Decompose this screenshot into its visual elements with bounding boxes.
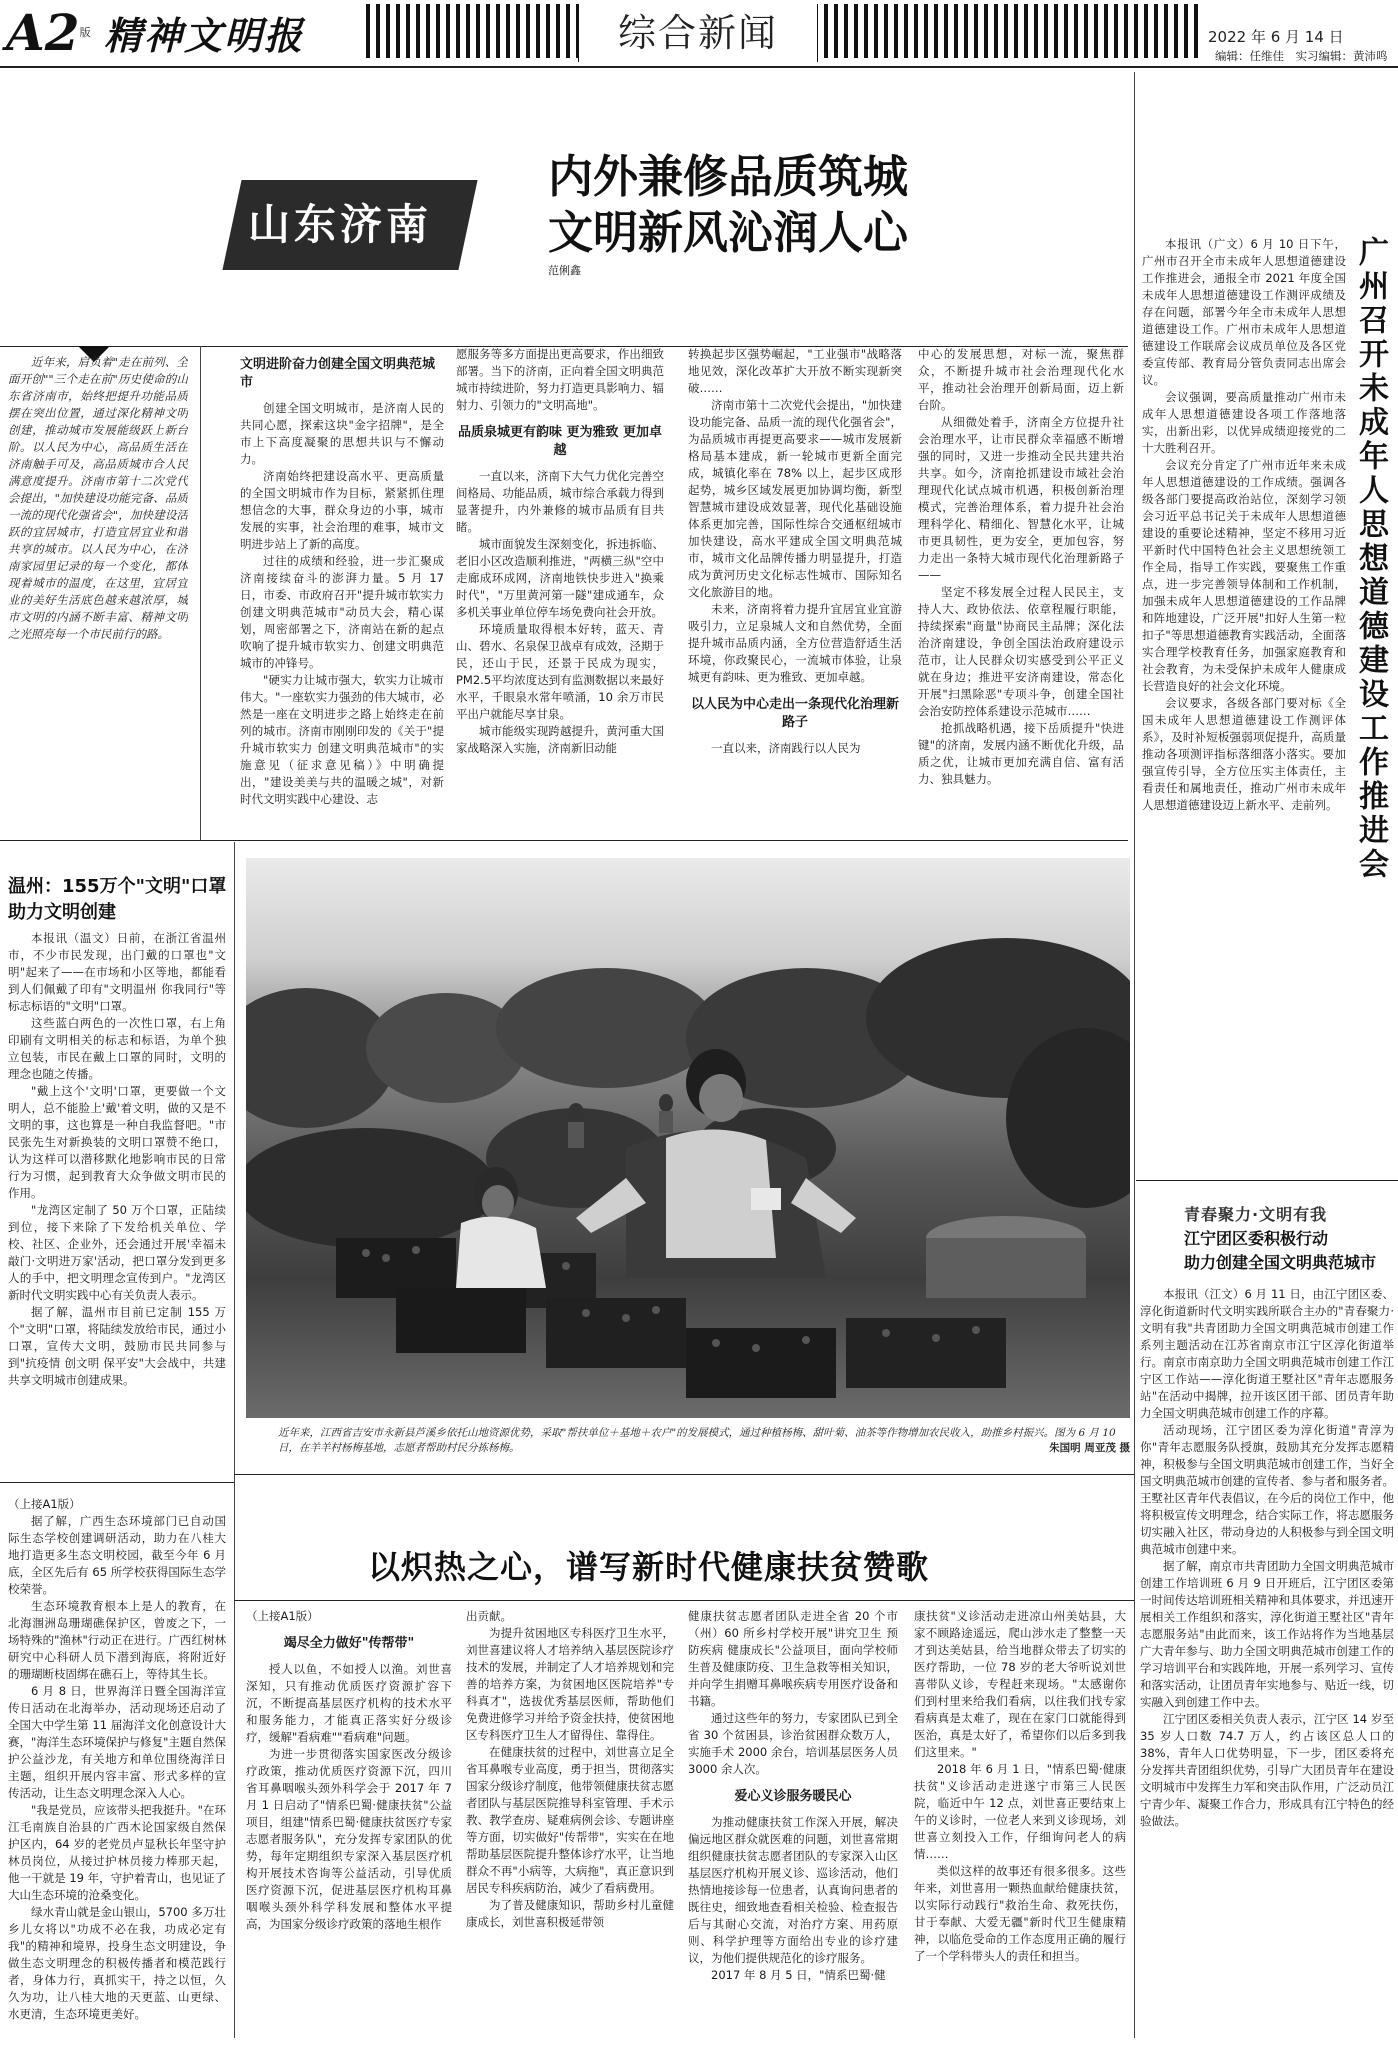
guangzhou-title: 广州召开未成年人思想道德建设工作推进会: [1353, 236, 1388, 882]
health-title: 以炽热之心，谱写新时代健康扶贫赞歌: [368, 1548, 930, 1586]
lead-col3-p4: 一直以来，济南践行以人民为: [711, 741, 861, 755]
header-rule: [0, 66, 1398, 68]
lead-col1-p3: 过往的成绩和经验，进一步汇聚成济南接续奋斗的澎湃力量。5 月 17 日，市委、市政府召开"提升城市软实力 创建文明典范城市"动员大会，精心谋划，周密部署之下，济南站在新的起点吹响了提升城市软实力、创建文明典范城市的冲锋号。: [240, 554, 444, 670]
jiangning-title-line2: 助力创建全国文明典范城市: [1184, 1253, 1377, 1272]
guangzhou-article: [1142, 236, 1346, 1106]
health-title-rule: [234, 1600, 1134, 1601]
guangzhou-p2: 会议强调，要高质量推动广州市未成年人思想道德建设各项工作落地落实，出新出彩，以优异成绩迎接党的二十大胜利召开。: [1142, 390, 1346, 455]
health-col-4: [914, 1608, 1126, 2038]
lead-col-2: [456, 346, 664, 826]
photo-bottom-rule: [234, 1474, 1134, 1475]
wenzhou-p2: 这些蓝白两色的一次性口罩，右上角印刷有文明相关的标志和标语，为单个独立包装，市民在戴上口罩的同时，文明的理念也随之传播。: [8, 1016, 226, 1081]
health-col4-p1: 康扶贫"义诊活动走进凉山州美姑县，大家不顾路途遥远，爬山涉水走了整整一天才到达美姑县，给当地群众带去了切实的医疗帮助，一位 78 岁的老大爷听说刘世喜带队义诊，专程赶来现场。"太感谢你们到村里来给我们看病，以往我们找专家看病真是太难了，现在在家门口就能得到医治，真是太好了，希望你们以后多到我们这里来。": [914, 1609, 1126, 1759]
ecology-continued: （上接A1版）: [8, 1497, 81, 1511]
left-column-divider: [234, 842, 235, 2038]
lead-col4-p2: 从细微处着手，济南全方位提升社会治理水平，让市民群众幸福感不断增强的同时，又进一步推动全民共建共治共享。如今，济南抢抓建设市域社会治理现代化试点城市机遇，积极创新治理模式，完善治理体系，着力提升社会治理科学化、精细化、智慧化水平，让城市更具韧性，更为安全，更加包容，努力走出一条特大城市现代化治理新路子——: [918, 415, 1124, 582]
ecology-p3: 6 月 8 日，世界海洋日暨全国海洋宣传日活动在北海举办，活动现场还启动了全国大中学生第 11 届海洋文化创意设计大赛，"海洋生态环境保护与修复"主题自然保护公益沙龙，有关地方和单位围绕海洋日主题，组织开展内容丰富、形式多样的宣传活动，让生态文明理念深入人心。: [8, 1684, 226, 1800]
ecology-article: [8, 1496, 226, 2041]
masthead-stripes-right: [818, 4, 1202, 58]
lead-col2-p1: 一直以来，济南下大气力优化完善空间格局、功能品质，城市综合承载力得到显著提升，内外兼修的城市品质有目共睹。: [456, 469, 664, 534]
guangzhou-p4: 会议要求，各级各部门要对标《全国未成年人思想道德建设工作测评体系》，及时补短板强弱项促提升，高质量推动各项测评指标落细落小落实。要加强宣传引导，全方位压实主体责任，主看责任和属地责任，推动广州市未成年人思想道德建设迈上新水平、走前列。: [1142, 696, 1346, 812]
news-photo: [246, 858, 1130, 1418]
jiangning-p4: 江宁团区委相关负责人表示，江宁区 14 岁至 35 岁人口数 74.7 万人，约占该区总人口的 38%，青年人口优势明显，下一步，团区委将充分发挥共青团组织优势，引导广大团员青年在建设文明城市中发挥生力军和突击队作用，广泛动员江宁青少年、凝聚工作合力，形成具有江宁特色的经验做法。: [1140, 1712, 1394, 1828]
ecology-p1: 据了解，广西生态环境部门已自动国际生态学校创建调研活动，助力在八桂大地打造更多生态文明校园，截至今年 6 月底，全区先后有 65 所学校获得国际生态学校荣誉。: [8, 1514, 226, 1596]
editor-credits: 编辑：任维佳 实习编辑：黄沛鸣: [1215, 49, 1388, 63]
health-col-2: [466, 1608, 674, 2038]
health-continued: （上接A1版）: [246, 1609, 319, 1623]
masthead-stripes: [360, 4, 578, 58]
section-box: [578, 4, 818, 62]
lead-col-1: [240, 356, 444, 826]
lead-col3-p2: 济南市第十二次党代会提出，"加快建设功能完备、品质一流的现代化强省会"，为品质城市再提更高要求——城市发展新格局基本建成，新一轮城市更新全面完成，城镇化率在 78% 以上，起步区成形起势，城乡区域发展更加协调均衡，新型智慧城市建设成效显著，现代化基础设施体系更加完善，国际性综合交通枢纽城市加快建设，高水平建成全国文明典范城市，城市文化品牌传播力明显提升，打造成为黄河历史文化标志性城市、国际知名文化旅游目的地。: [688, 398, 902, 599]
ecology-p4: "我是党员，应该带头把我挺升。"在环江毛南族自治县的广西木论国家级自然保护区内，64 岁的老党员卢显秋长年坚守护林员岗位，从接过护林员接力棒那天起，他一干就是 19 年，守护着青山，也见证了大山生态环境的沧桑变化。: [8, 1803, 226, 1902]
wenzhou-title-line2: 助力文明创建: [8, 902, 116, 923]
lead-title-line1: 内外兼修品质筑城: [548, 150, 909, 203]
health-col2-p1: 出贡献。: [466, 1609, 512, 1623]
lead-intro-text: 近年来，肩负着"走在前列、全面开创""三个走在前"历史使命的山东省济南市，始终把提升功能品质摆在突出位置，通过深化精神文明创建，推动城市发展能级跃上新台阶。以人民为中心，高品质生活在济南触手可及，高品质城市合人民满意度提升。济南市第十二次党代会提出，"加快建设功能完备、品质一流的现代化强省会"，加快建设活跃的宜居城市，打造宜居宜业和谐共享的城市。以人民为中心，在济南家园里记录的每一个变化，都体现着城市的温度，在这里，宜居宜业的美好生活底色越来越浓厚，城市文明的内涵不断丰富、精神文明之光照亮每一个市民前行的路。: [8, 355, 188, 641]
wenzhou-p4: "龙湾区定制了 50 万个口罩，正陆续到位，接下来除了下发给机关单位、学校、社区、企业外，还会通过开展'幸福未敲门·文明进万家'活动，把口罩分发到更多人的手中，把文明理念宣传到户。"龙湾区新时代文明实践中心有关负责人表示。: [8, 1203, 226, 1302]
masthead-paper-name: 精神文明报: [104, 13, 305, 58]
wenzhou-p1: 本报讯（温文）日前，在浙江省温州市，不少市民发现，出门戴的口罩也"文明"起来了——在市场和小区等地，都能看到人们佩戴了印有"文明温州 你我同行"等标志标语的"文明"口罩。: [8, 931, 226, 1013]
photo-credit: 朱国明 周亚茂 摄: [1049, 1442, 1130, 1454]
jiangning-p2: 活动现场，江宁团区委为淳化街道"青淳为你"青年志愿服务队授旗，鼓励其充分发挥志愿精神，积极参与全国文明典范城市创建工作，当好全国文明典范城市创建的宣传者、参与者和服务者。王墅社区青年代表倡议，在今后的岗位工作中，他将积极宣传文明理念，结合实际工作，将志愿服务切实融入社区，带动身边的人积极参与到全国文明典范城市创建中来。: [1140, 1423, 1394, 1556]
wenzhou-p5: 据了解，温州市目前已定制 155 万个"文明"口罩，将陆续发放给市民，通过小口罩，宣传大文明，鼓励市民共同参与到"抗疫情 创文明 保平安"大会战中，共建共享文明城市创建成果。: [8, 1305, 226, 1387]
page-number: A2版: [6, 3, 91, 62]
guangzhou-p3: 会议充分肯定了广州市近年来未成年人思想道德建设的工作成绩。强调各级各部门要提高政治站位，深刻学习领会习近平总书记关于未成年人思想道德建设的重要论述精神，坚定不移用习近平新时代中国特色社会主义思想统领工作全局，指导工作实践，要聚焦工作重点，进一步完善领导体制和工作机制，加强未成年人思想道德建设的工作品牌和阵地建设，广泛开展"扣好人生第一粒扣子"等思想道德教育实践活动，全面落实合理学校教育任务，加强家庭教育和社会教育，为未受保护未成年人健康成长营造良好的社会文化环境。: [1142, 458, 1346, 693]
health-col3-p4: 2017 年 8 月 5 日，"情系巴蜀·健: [711, 1968, 886, 1982]
lead-col-4: [918, 346, 1124, 826]
lead-title-line2: 文明新风沁润人心: [548, 206, 909, 259]
lead-col3-p1: 转换起步区强势崛起，"工业强市"战略落地见效，深化改革扩大开放不断实现新突破……: [688, 347, 902, 395]
health-col1-p1: 授人以鱼，不如授人以渔。刘世喜深知，只有推动优质医疗资源扩容下沉，不断提高基层医疗机构的技术水平和服务能力，才能真正落实好分级诊疗，缓解"看病难""看病难"问题。: [246, 1662, 452, 1744]
lead-location-tag: 山东济南: [248, 200, 433, 249]
ecology-p2: 生态环境教育根本上是人的教育，在北海涠洲岛珊瑚礁保护区，曾废之下，一场特殊的"渔林"行动正在进行。广西红树林研究中心科研人员下潜到海底，将附近好的珊瑚断枝固绑在礁石上，等待其生长。: [8, 1599, 226, 1681]
health-col-3: [688, 1608, 898, 2038]
photo-caption-text: 近年来，江西省吉安市永新县芦溪乡依托山地资源优势，采取"帮扶单位＋基地＋农户"的发展模式，通过种植杨梅、甜叶菊、油茶等作物增加农民收入，助推乡村振兴。图为 6 月 10 日，在羊羊村杨梅基地，志愿者帮助村民分拣杨梅。: [278, 1427, 1116, 1454]
page-header: [0, 0, 1398, 70]
jiangning-p3: 据了解，南京市共青团助力全国文明典范城市创建工作培训班 6 月 9 日开班后，江宁团区委第一时间传达培训班相关精神和具体要求，并迅速开展相关工作组织和落实，淳化街道王墅社区"青年志愿服务站"由此而来，该工作站将作为当地基层广大青年参与、助力全国文明典范城市创建工作的学习培训平台和实践阵地，开展一系列学习、宣传和落实活动，让团员青年实地参与、贴近一线，切实融入到创建工作中去。: [1140, 1559, 1394, 1709]
lead-subhead-1: 文明进阶奋力创建全国文明典范城市: [240, 357, 436, 390]
health-col4-p3: 类似这样的故事还有很多很多。这些年来，刘世喜用一颗热血献给健康扶贫，以实际行动践行"救治生命、救死扶伤，甘于奉献、大爱无疆"新时代卫生健康精神，以临危受命的工作态度用正确的履行了一个学科带头人的责任和担当。: [914, 1864, 1126, 1963]
lead-col2-p3: 环境质量取得根本好转，蓝天、青山、碧水、名泉保卫战卓有成效，泾期于民，还山于民，还景于民成为现实，PM2.5平均浓度达到有监测数据以来最好水平，千眼泉水常年喷涌，10 余万市民平出户就能尽享甘泉。: [456, 622, 664, 721]
lead-col2-p4: 城市能级实现跨越提升，黄河重大国家战略深入实施，济南新旧动能: [456, 724, 664, 755]
lead-col-3: [688, 346, 902, 826]
jiangning-article: [1140, 1286, 1394, 2038]
wenzhou-article: [8, 930, 226, 1470]
intro-divider: [200, 346, 201, 840]
lead-intro: [8, 354, 188, 704]
health-subhead-2: 爱心义诊服务暖民心: [734, 1789, 852, 1804]
health-subhead-1: 竭尽全力做好"传帮带": [283, 1636, 415, 1651]
photo-caption: [278, 1426, 1130, 1456]
health-col2-p2: 为提升贫困地区专科医疗卫生水平，刘世喜建议将人才培养纳入基层医院诊疗技术的发展，并制定了人才培养规划和完善的培养方案，为贫困地区医院培养"专科真才"，选拔优秀基层医师，帮助他们免费进修学习并给予资金扶持，使贫困地区专科医疗卫生人才留得住、靠得住。: [466, 1626, 674, 1742]
jiangning-title-line1: 江宁团区委积极行动: [1184, 1229, 1329, 1248]
wenzhou-p3: "戴上这个'文明'口罩，更要做一个文明人，总不能脸上'戴'着文明，做的又是不文明的事，这也算是一种自我监督吧。"市民张先生对新换装的文明口罩赞不绝口，认为这样可以潜移默化地影响市民的日常行为习惯，起到教育大众争做文明市民的作用。: [8, 1084, 226, 1200]
ecology-p5: 绿水青山就是金山银山，5700 多万壮乡儿女将以"功成不必在我，功成必定有我"的精神和境界，投身生态文明建设，争做生态文明理念的积极传播者和模范践行者，身体力行，真抓实干，持之以恒，久久为功，让八桂大地的天更蓝、山更绿、水更清，生态环境更美好。: [8, 1905, 226, 2021]
guangzhou-p1: 本报讯（广文）6 月 10 日下午，广州市召开全市未成年人思想道德建设工作推进会，通报全市 2021 年度全国未成年人思想道德建设工作测评成绩及存在问题，部署今年全市未成年人思想道德建设工作。广州市未成年人思想道德建设工作联席会议成员单位及各区党委宣传部、教育局分管负责同志出席会议。: [1142, 237, 1346, 387]
lead-col2-p2: 城市面貌发生深刻变化，拆违拆临、老旧小区改造顺利推进，"两横三纵"空中走廊成环成网，济南地铁快步进入"换乘时代"，"万里黄河第一隧"建成通车，众多机关事业单位停车场免费向社会开放。: [456, 537, 664, 619]
right-mid-rule: [1136, 1180, 1398, 1181]
lead-col1-p1: 创建全国文明城市，是济南人民的共同心愿，探索这块"金字招牌"，是全市上下高度凝聚的思想共识与不懈动力。: [240, 401, 444, 466]
lead-col4-p4: 抢抓战略机遇，接下岳质提升"快进键"的济南，发展内涵不断优化升级，品质之优，让城市更加充满自信、富有活力、独具魅力。: [918, 721, 1124, 786]
section-title: 综合新闻: [617, 11, 778, 55]
lead-col4-p3: 坚定不移发展全过程人民民主，支持人大、政协依法、依章程履行职能，持续探索"商量"协商民主品牌；深化法治济南建设，争创全国法治政府建设示范市，让人民群众切实感受到公平正义就在身边；推进平安济南建设，常态化开展"扫黑除恶"专项斗争，创建全国社会治安防控体系建设示范城市……: [918, 585, 1124, 718]
wenzhou-bottom-rule: [0, 1482, 234, 1483]
lead-col1-p2: 济南始终把建设高水平、更高质量的全国文明城市作为目标，紧紧抓住理想信念的大事，群众身边的小事，城市发展的实事，社会治理的难事，城市文明进步站上了新的高度。: [240, 469, 444, 551]
issue-date: 2022 年 6 月 14 日: [1208, 28, 1344, 46]
health-col3-p1: 健康扶贫志愿者团队走进全省 20 个市（州）60 所乡村学校开展"讲究卫生 预防疾病 健康成长"公益项目，面向学校师生普及健康防疫、卫生急救等相关知识，并向学生捐赠耳鼻喉疾病专用医疗设备和书籍。: [688, 1609, 898, 1708]
lead-subhead-2: 品质泉城更有韵味 更为雅致 更加卓越: [457, 425, 663, 458]
jiangning-kicker: 青春聚力·文明有我: [1184, 1205, 1328, 1224]
health-col1-p2: 为进一步贯彻落实国家医改分级诊疗政策，推动优质医疗资源下沉，四川省耳鼻咽喉头颈外科学会于 2017 年 7 月 1 日启动了"情系巴蜀·健康扶贫"公益项目，组建"情系巴蜀·健康扶贫医疗专家志愿者服务队"，充分发挥专家团队的优势，每年定期组织专家深入基层医疗机构开展技术咨询等公益活动，引导优质医疗资源下沉，促进基层医疗机构耳鼻咽喉头颈外科学科发展和整体水平提高，为国家分级诊疗政策的落地生根作: [246, 1747, 452, 1931]
lead-col1-p4: "硬实力让城市强大，软实力让城市伟大。"一座软实力强劲的伟大城市，必然是一座在文明进步之路上始终走在前列的城市。济南市刚刚印发的《关于"提升城市软实力 创建文明典范城市"的实施意见（征求意见稿）》中明确提出，"建设美美与共的温暖之城"，对新时代文明实践中心建设、志: [240, 673, 444, 806]
health-col2-p4: 为了普及健康知识，帮助乡村儿童健康成长，刘世喜积极延带领: [466, 1898, 674, 1929]
lead-subhead-3: 以人民为中心走出一条现代化治理新路子: [690, 697, 899, 730]
right-column-divider: [1134, 72, 1135, 2038]
health-col-1: [246, 1608, 452, 2038]
health-col4-p2: 2018 年 6 月 1 日，"情系巴蜀·健康扶贫"义诊活动走进遂宁市第三人民医院，临近中午 12 点，刘世喜正要结束上午的义诊时，一位老人来到义诊现场，刘世喜立刻投入工作，仔细询问老人的病情……: [914, 1762, 1126, 1861]
lead-author: 范俐鑫: [548, 264, 581, 277]
health-col3-p3: 为推动健康扶贫工作深入开展，解决偏远地区群众就医难的问题，刘世喜常期组织健康扶贫志愿者团队的专家深入山区基层医疗机构开展义诊、巡诊活动，他们热情地接诊每一位患者，认真询问患者的既往史，细致地查看相关检验、检查报告后与其耐心交流，对治疗方案、用药原则、科学护理等方面给出专业的诊疗建议，为他们提供规范化的诊疗服务。: [688, 1815, 898, 1965]
photo-illustration: [246, 858, 1130, 1418]
lead-col2-p0: 愿服务等多方面提出更高要求，作出细致部署。当下的济南，正向着全国文明典范城市持续进阶，努力打造更具影响力、辐射力、引领力的"文明高地"。: [456, 347, 664, 412]
health-col2-p3: 在健康扶贫的过程中，刘世喜立足全省耳鼻喉专业高度，勇于担当，贯彻落实国家分级诊疗制度，他带领健康扶贫志愿者团队与基层医院推导科室管理、手术示教、教学查房、疑难病例会诊、专题讲座等方面，切实做好"传帮带"，实实在在地帮助基层医院提升整体诊疗水平，让当地群众不再"小病等，大病拖"，真正意识到居民专科疾病防治，减少了看病费用。: [466, 1745, 674, 1895]
lead-col4-p1: 中心的发展思想，对标一流，聚焦群众，不断提升城市社会治理现代化水平，推动社会治理开创新局面，迈上新台阶。: [918, 347, 1124, 412]
lead-col3-p3: 未来，济南将着力提升宜居宜业宜游吸引力，立足泉城人文和自然优势，全面提升城市品质内涵，全方位营造舒适生活环境，你政聚民心，一流城市体验，让泉城更有韵味、更为雅致、更加卓越。: [688, 602, 902, 684]
lead-bottom-rule: [0, 840, 1128, 841]
wenzhou-title-line1: 温州：155万个"文明"口罩: [8, 876, 227, 897]
health-col3-p2: 通过这些年的努力，专家团队已到全省 30 个贫困县，诊治贫困群众数万人，实施手术 2000 余台，培训基层医务人员 3000 余人次。: [688, 1711, 898, 1776]
jiangning-p1: 本报讯（江文）6 月 11 日，由江宁团区委、淳化街道新时代文明实践所联合主办的"青春聚力·文明有我"共青团助力全国文明典范城市创建工作系列主题活动在江苏省南京市江宁区淳化街道举行。南京市南京助力全国文明典范城市创建工作江宁区工作站——淳化街道王墅社区"青年志愿服务站"在活动中揭牌，拉开该区团干部、团员青年助力全国文明典范城市创建工作的序幕。: [1140, 1287, 1394, 1420]
